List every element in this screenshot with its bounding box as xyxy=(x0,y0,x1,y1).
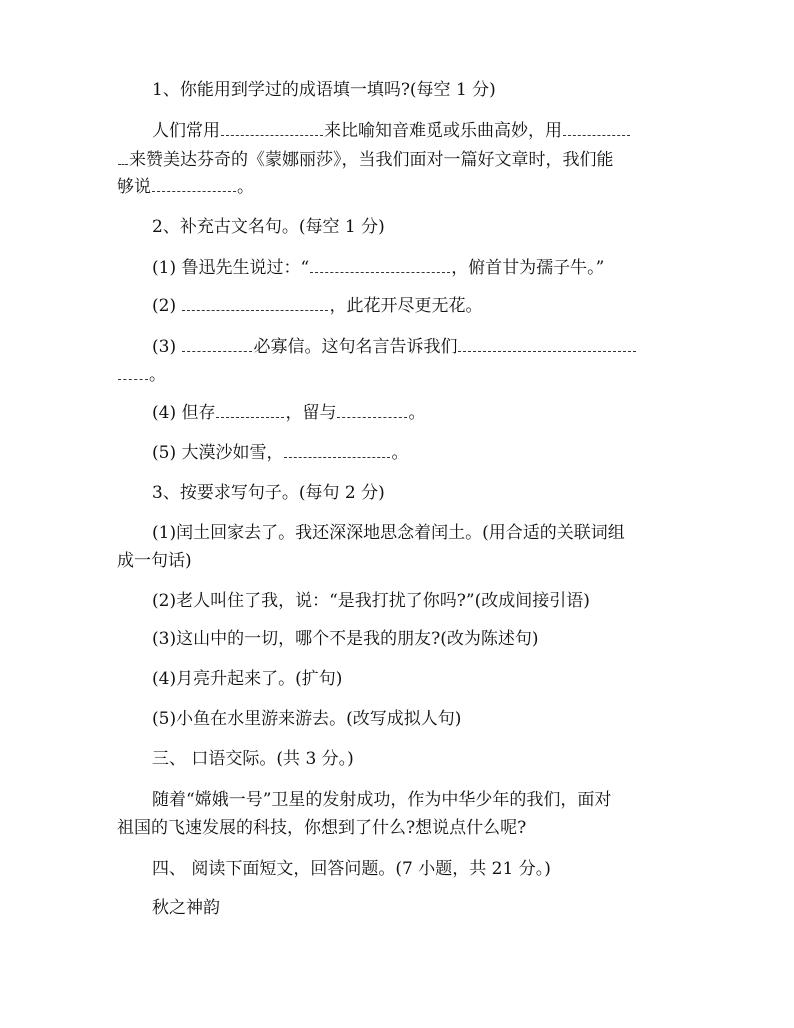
q1-line-1 xyxy=(152,120,631,142)
q2-text: 必寡信。这句名言告诉我们 xyxy=(253,337,458,357)
blank-6[interactable] xyxy=(182,337,252,352)
q1-text: 人们常用 xyxy=(152,121,220,141)
q2-text: (3) xyxy=(152,337,182,357)
q2-item-2 xyxy=(152,295,482,317)
q2-item-3-cont xyxy=(117,364,166,386)
section-4-heading: 四、 阅读下面短文，回答问题。(7 小题，共 21 分。) xyxy=(152,859,551,879)
q1-line-3 xyxy=(117,176,254,198)
q3-sentence-2: (2)老人叫住了我，说：“是我打扰了你吗?”(改成间接引语) xyxy=(152,591,590,611)
blank-2[interactable] xyxy=(563,121,630,136)
section-3-paragraph-line-2: 祖国的飞速发展的科技，你想到了什么?想说点什么呢? xyxy=(117,818,527,838)
passage-title: 秋之神韵 xyxy=(152,898,220,918)
blank-7-continued[interactable] xyxy=(118,365,148,380)
q2-text: 。 xyxy=(149,365,166,385)
q3-sentence-3: (3)这山中的一切，哪个不是我的朋友?(改为陈述句) xyxy=(152,629,539,649)
blank-10[interactable] xyxy=(284,443,390,458)
q3-sentence-1: (1)闰土回家去了。我还深深地思念着闰土。(用合适的关联词组 xyxy=(152,523,625,543)
q1-text: 够说 xyxy=(117,177,151,197)
section-3-paragraph-line-1: 随着“嫦娥一号”卫星的发射成功，作为中华少年的我们，面对 xyxy=(152,790,612,810)
q2-item-1 xyxy=(152,257,604,279)
blank-5[interactable] xyxy=(182,296,328,311)
q3-heading: 3、按要求写句子。(每句 2 分) xyxy=(152,483,385,503)
blank-2-continued[interactable] xyxy=(118,150,128,165)
q3-sentence-1-cont: 成一句话) xyxy=(117,551,192,571)
q2-text: (4) 但存 xyxy=(152,403,216,423)
blank-8[interactable] xyxy=(216,403,284,418)
q3-sentence-4: (4)月亮升起来了。(扩句) xyxy=(152,669,343,689)
q2-item-5 xyxy=(152,442,408,464)
q1-text: 来赞美达芬奇的《蒙娜丽莎》，当我们面对一篇好文章时，我们能 xyxy=(129,150,614,170)
q1-text: 。 xyxy=(237,177,254,197)
q1-line-2 xyxy=(117,149,614,171)
q2-text: (5) 大漠沙如雪， xyxy=(152,443,284,463)
q2-text: ，俯首甘为孺子牛。” xyxy=(451,258,605,278)
q2-text: (2) xyxy=(152,296,182,316)
q2-item-4 xyxy=(152,402,425,424)
section-3-heading: 三、 口语交际。(共 3 分。) xyxy=(152,749,354,769)
q1-text: 来比喻知音难觅或乐曲高妙，用 xyxy=(324,121,562,141)
q1-heading: 1、你能用到学过的成语填一填吗?(每空 1 分) xyxy=(152,80,496,100)
q2-text: 。 xyxy=(391,443,409,463)
q2-text: ，留与 xyxy=(285,403,337,423)
q3-sentence-5: (5)小鱼在水里游来游去。(改写成拟人句) xyxy=(152,709,462,729)
q2-heading: 2、补充古文名句。(每空 1 分) xyxy=(152,217,385,237)
q2-text: (1) 鲁迅先生说过：“ xyxy=(152,258,310,278)
blank-7[interactable] xyxy=(458,337,636,352)
q2-text: ，此花开尽更无花。 xyxy=(329,296,483,316)
blank-3[interactable] xyxy=(152,177,236,192)
q2-text: 。 xyxy=(408,403,426,423)
blank-4[interactable] xyxy=(310,258,450,273)
blank-9[interactable] xyxy=(337,403,407,418)
q2-item-3 xyxy=(152,336,637,358)
blank-1[interactable] xyxy=(221,121,323,136)
